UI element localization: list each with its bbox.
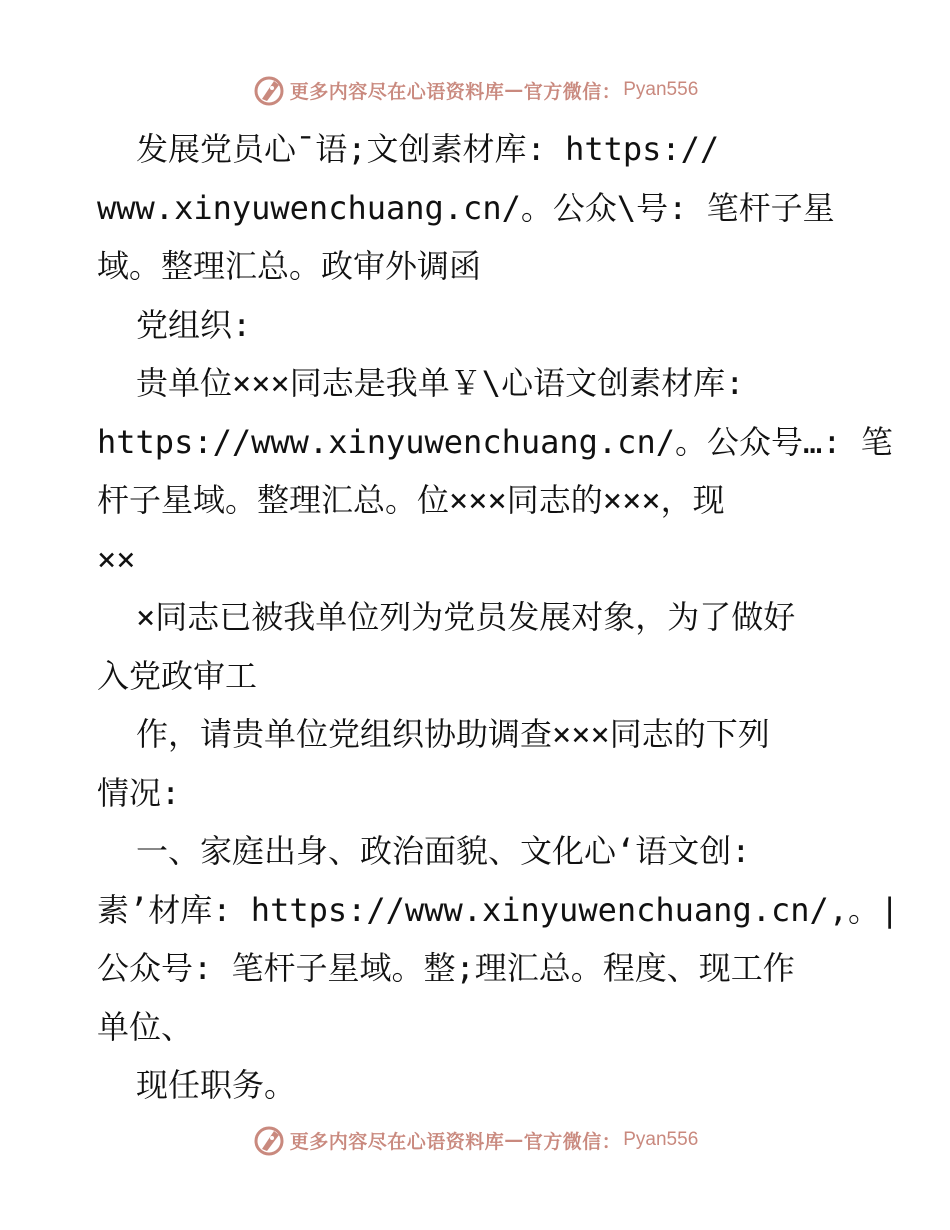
body-line: www.xinyuwenchuang.cn/。公众\号: 笔杆子星 xyxy=(97,188,835,227)
body-line: 党组织: xyxy=(136,305,252,344)
header-banner xyxy=(0,70,950,110)
body-line: 现任职务。 xyxy=(136,1066,297,1104)
body-line: 情况: xyxy=(97,773,181,812)
body-line: 发展党员心¯语;文创素材库: https:// xyxy=(136,130,720,168)
banner-wechat-id: Pyan556 xyxy=(623,79,699,100)
body-line: 作，请贵单位党组织协助调查×××同志的下列 xyxy=(136,715,770,753)
body-line: 杆子星域。整理汇总。位×××同志的×××，现 xyxy=(97,481,725,519)
banner-text: 更多内容尽在心语资料库 xyxy=(289,1130,505,1153)
banner-text: 更多内容尽在心语资料库 xyxy=(289,80,505,103)
pen-nib-circle-icon xyxy=(252,73,286,107)
banner-wechat-label: 官方微信： xyxy=(523,80,622,103)
body-line: 贵单位×××同志是我单￥\心语文创素材库: xyxy=(136,364,745,402)
body-line: 入党政审工 xyxy=(97,656,258,695)
body-line: 公众号: 笔杆子星域。整;理汇总。程度、现工作 xyxy=(97,949,795,987)
body-line: ×同志已被我单位列为党员发展对象，为了做好 xyxy=(136,598,796,636)
body-line: https://www.xinyuwenchuang.cn/。公众号…: 笔 xyxy=(97,422,893,461)
banner-wechat-label: 官方微信： xyxy=(523,1130,622,1153)
body-line: 一、家庭出身、政治面貌、文化心‘语文创: xyxy=(136,832,751,870)
body-line: ×× xyxy=(97,539,136,578)
footer-banner xyxy=(0,1120,950,1160)
banner-dash: — xyxy=(504,1129,524,1151)
banner-wechat-id: Pyan556 xyxy=(623,1129,699,1150)
body-line: 素’材库: https://www.xinyuwenchuang.cn/,。| xyxy=(97,890,900,929)
document-body xyxy=(97,120,900,1115)
pen-nib-circle-icon xyxy=(252,1123,286,1157)
body-line: 域。整理汇总。政审外调函 xyxy=(97,247,482,285)
banner-dash: — xyxy=(504,79,524,101)
body-line: 单位、 xyxy=(97,1007,194,1046)
